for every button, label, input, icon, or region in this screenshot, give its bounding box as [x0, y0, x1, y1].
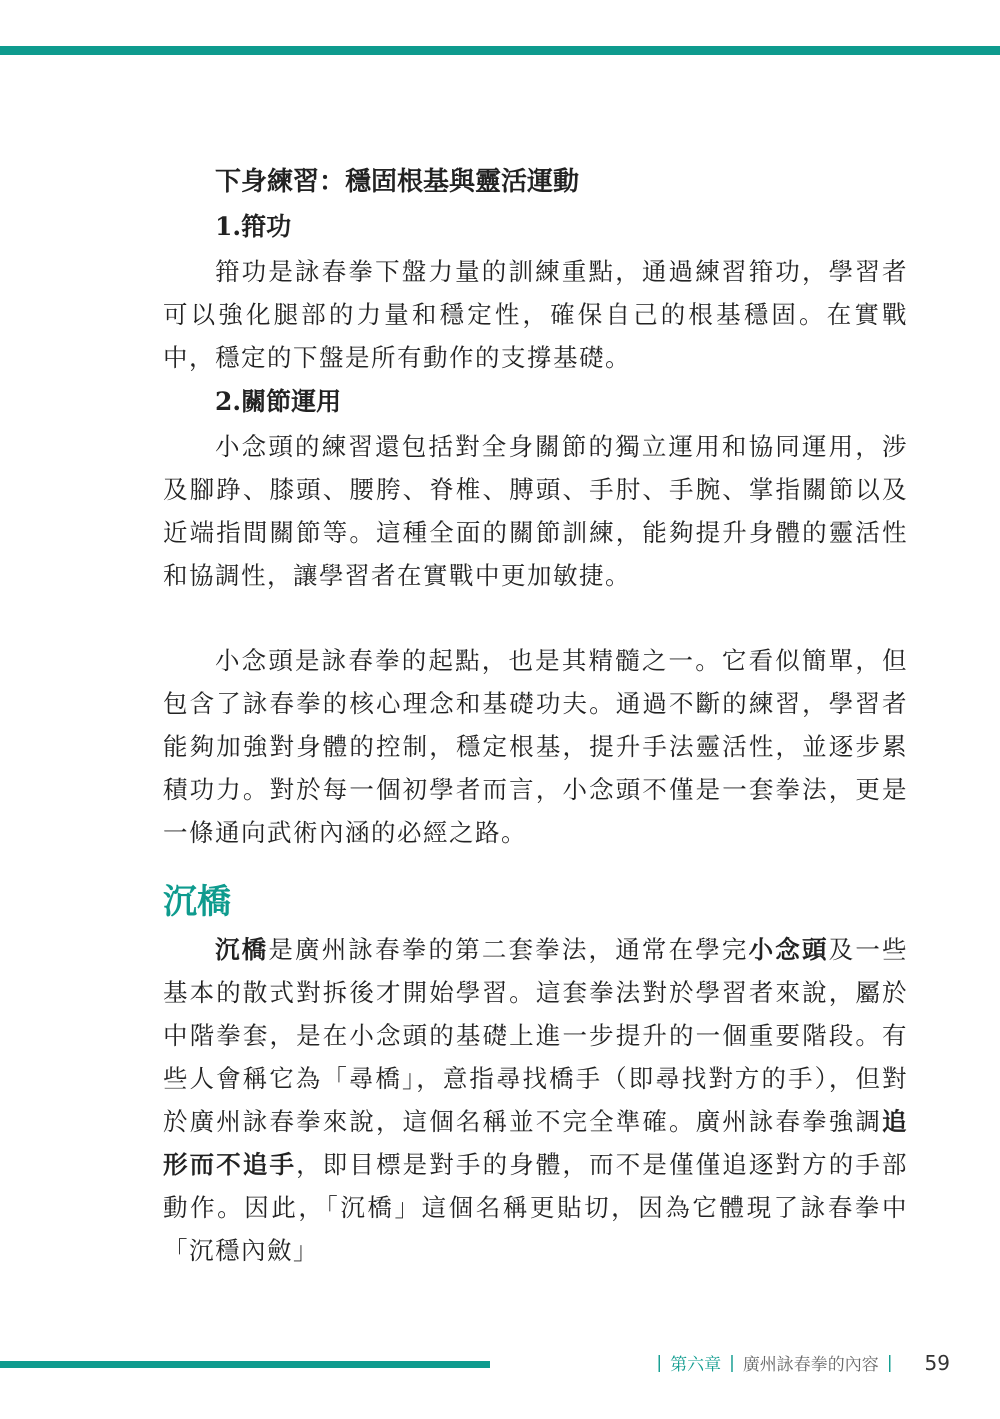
page-footer [648, 1350, 950, 1375]
footer-divider: | [656, 1352, 663, 1373]
footer-divider: | [729, 1352, 735, 1373]
section-text-1: 是廣州詠春拳的第二套拳法，通常在學完 [268, 935, 749, 964]
bottom-accent-rule [0, 1361, 490, 1368]
section-paragraph [163, 928, 908, 1272]
item-2-title: 2.關節運用 [215, 387, 342, 416]
term-chenqiao: 沉橋 [215, 935, 269, 964]
section-title: 沉橋 [163, 882, 231, 922]
footer-divider: | [886, 1352, 893, 1373]
top-accent-rule [0, 46, 1000, 55]
subsection-heading: 下身練習：穩固根基與靈活運動 [215, 167, 580, 197]
item-1-paragraph: 箝功是詠春拳下盤力量的訓練重點，通過練習箝功，學習者可以強化腿部的力量和穩定性，確保自己的根基穩固。在實戰中，穩定的下盤是所有動作的支撐基礎。 [163, 257, 908, 372]
item-2-paragraph: 小念頭的練習還包括對全身關節的獨立運用和協同運用，涉及腳踭、膝頭、腰胯、脊椎、膊頭、手肘、手腕、掌指關節以及近端指間關節等。這種全面的關節訓練，能夠提升身體的靈活性和協調性，讓學習者在實戰中更加敏捷。 [163, 432, 908, 590]
summary-paragraph: 小念頭是詠春拳的起點，也是其精髓之一。它看似簡單，但包含了詠春拳的核心理念和基礎功夫。通過不斷的練習，學習者能夠加強對身體的控制，穩定根基，提升手法靈活性，並逐步累積功力。對於每一個初學者而言，小念頭不僅是一套拳法，更是一條通向武術內涵的必經之路。 [163, 646, 908, 847]
section-text-3: ，即目標是對手的身體，而不是僅僅追逐對方的手部動作。因此，「沉橋」這個名稱更貼切，因為它體現了詠春拳中「沉穩內斂」 [163, 1150, 909, 1265]
term-zhuixing: 追形而不追手 [163, 1107, 908, 1179]
section-text-2: 及一些基本的散式對拆後才開始學習。這套拳法對於學習者來說，屬於中階拳套，是在小念頭的基礎上進一步提升的一個重要階段。有些人會稱它為「尋橋」，意指尋找橋手（即尋找對方的手），但對於廣州詠春拳來說，這個名稱並不完全準確。廣州詠春拳強調 [163, 935, 909, 1136]
footer-chapter: 第六章 [670, 1355, 722, 1375]
footer-chapter-title: 廣州詠春拳的內容 [742, 1355, 879, 1375]
paragraph-gap [163, 597, 908, 639]
page-number: 59 [924, 1350, 950, 1375]
item-1-title: 1.箝功 [215, 212, 292, 241]
term-xiaoniantou: 小念頭 [748, 935, 829, 964]
page-content [163, 160, 908, 1272]
